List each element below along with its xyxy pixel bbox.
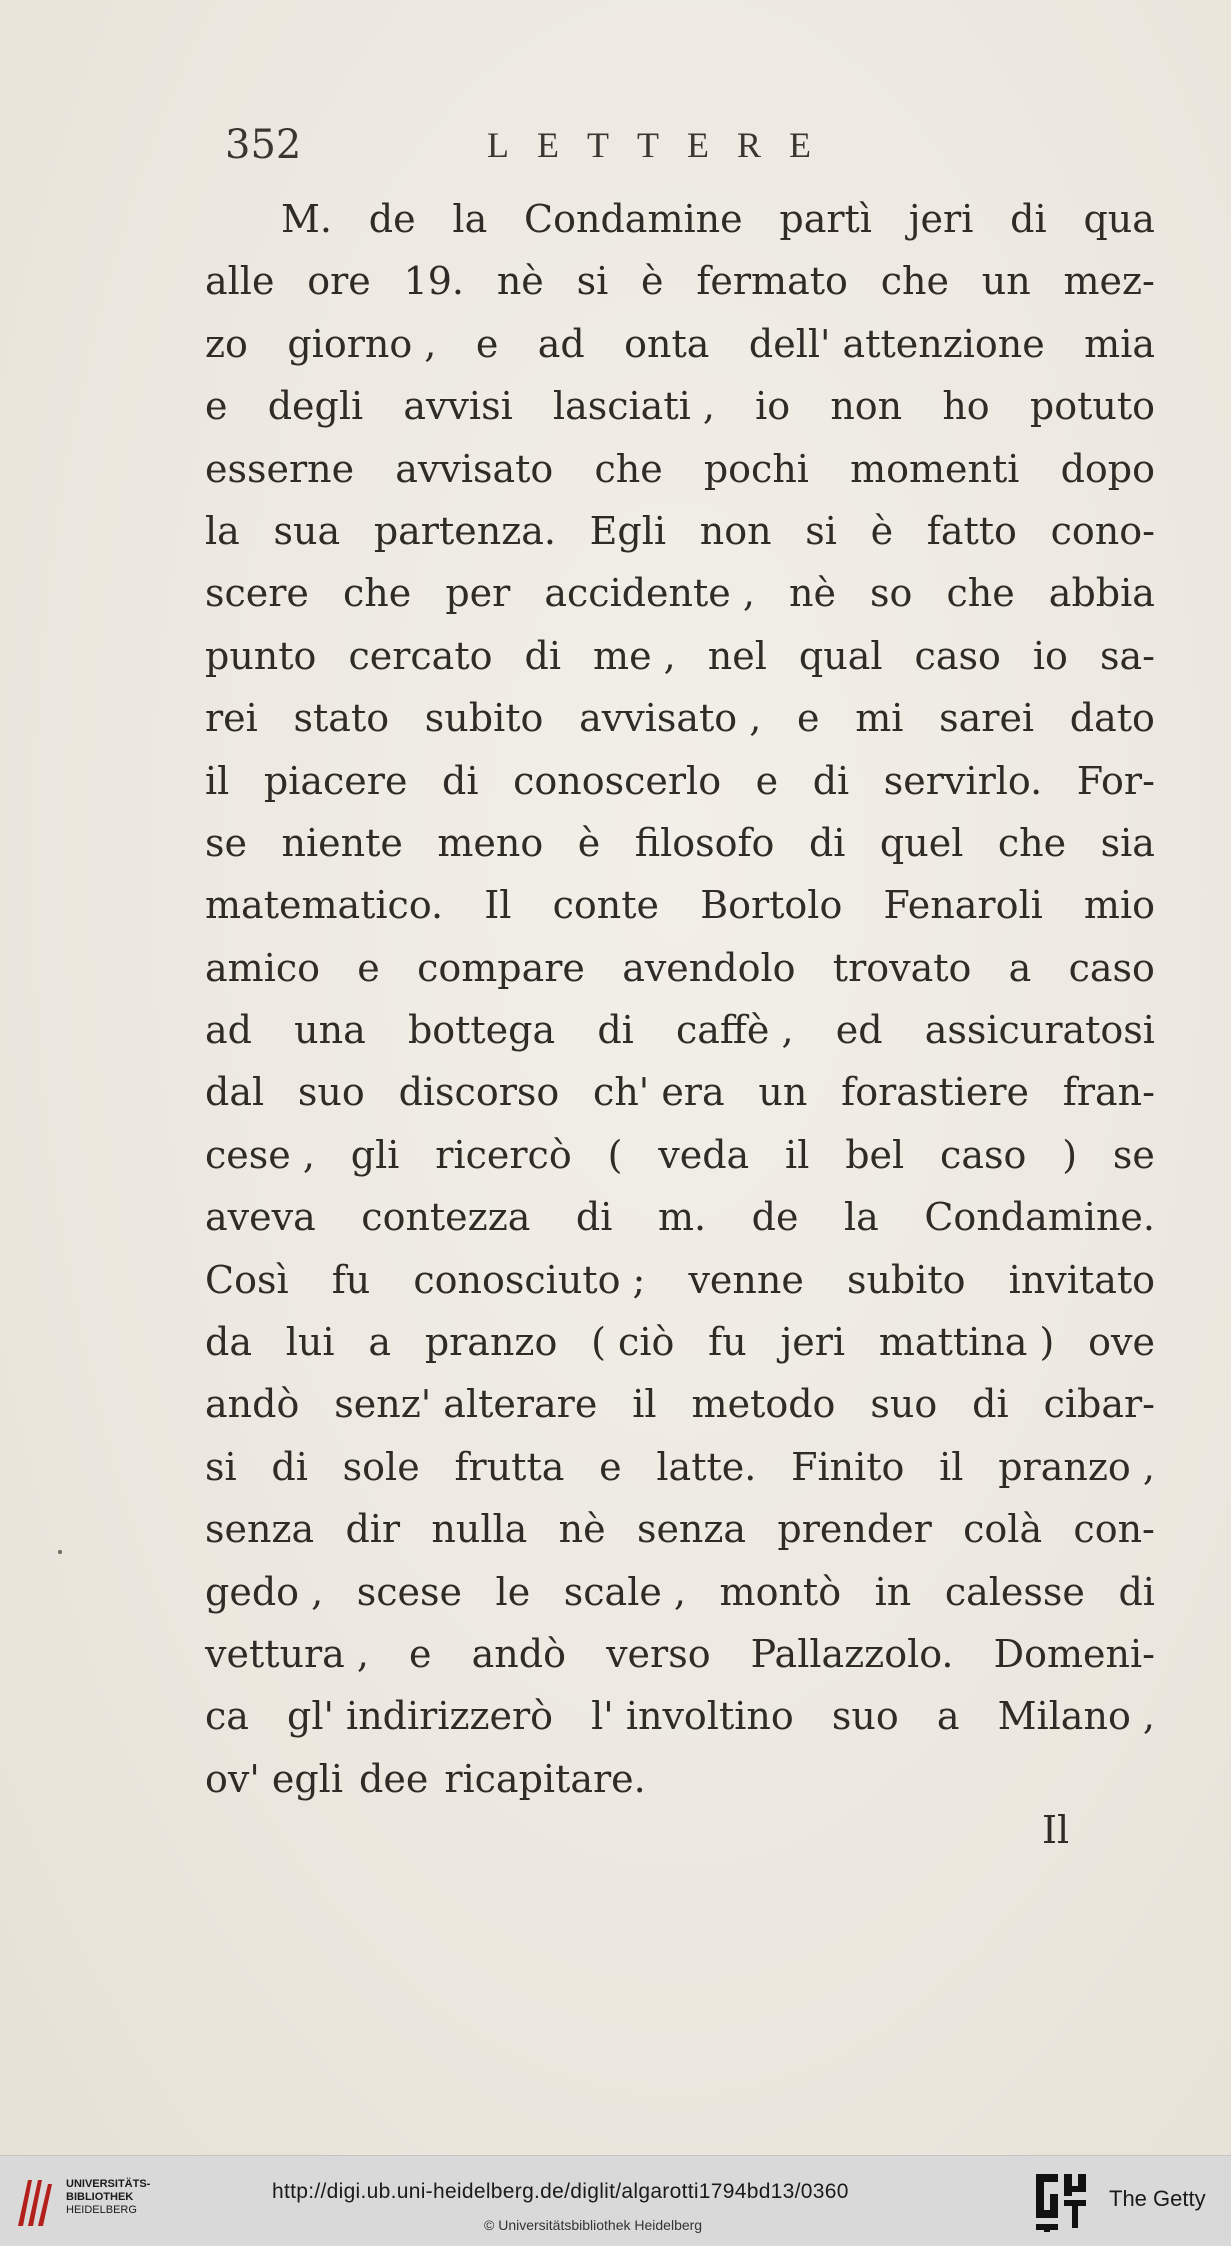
word: trovato: [832, 945, 972, 990]
word: verso: [606, 1631, 711, 1676]
word: che: [997, 820, 1067, 865]
text-line: [205, 1249, 1155, 1311]
word: pochi: [703, 446, 809, 491]
word: che: [880, 259, 949, 304]
word: da: [205, 1320, 252, 1365]
word: me ,: [593, 633, 676, 678]
word: ricapitare.: [444, 1756, 646, 1801]
word: di: [442, 758, 479, 803]
word: piacere: [263, 758, 408, 803]
text-line: [205, 1124, 1155, 1186]
word: senza: [636, 1507, 747, 1552]
word: onta: [624, 321, 710, 366]
word: subito: [424, 696, 544, 741]
word: e: [475, 321, 499, 366]
text-line: [205, 1498, 1155, 1560]
text-line: [205, 1061, 1155, 1123]
word: non: [699, 508, 772, 553]
word: si: [576, 259, 609, 304]
word: partì: [779, 197, 872, 241]
word: di: [524, 633, 561, 678]
word: vettura ,: [205, 1631, 369, 1676]
text-line: [205, 250, 1155, 312]
word: Così: [205, 1257, 289, 1302]
word: jeri: [780, 1320, 846, 1365]
text-line: [205, 1561, 1155, 1623]
word: la: [452, 197, 488, 241]
word: l' involtino: [591, 1694, 794, 1739]
word: stato: [293, 696, 390, 741]
text-line: [205, 438, 1155, 500]
word: conosciuto ;: [413, 1257, 646, 1302]
permalink-url[interactable]: http://digi.ub.uni-heidelberg.de/diglit/algarotti1794bd13/0360: [272, 2180, 849, 2203]
word: fu: [708, 1320, 747, 1365]
word: e: [797, 696, 820, 741]
word: ch' era: [593, 1070, 725, 1115]
word: matematico.: [205, 883, 444, 928]
word: frutta: [454, 1444, 565, 1489]
word: per: [445, 571, 511, 616]
word: Pallazzolo.: [750, 1631, 954, 1676]
page-header: [225, 122, 985, 172]
word: filosofo: [634, 820, 775, 865]
getty-name: The Getty: [1109, 2186, 1206, 2211]
word: e: [357, 945, 380, 990]
word: ore: [307, 259, 371, 304]
word: Finito: [791, 1444, 905, 1489]
word: con-: [1073, 1507, 1155, 1552]
word: gli: [350, 1132, 400, 1177]
word: e: [205, 384, 228, 429]
word: mia: [1084, 321, 1155, 366]
word: discorso: [398, 1070, 560, 1115]
word: dee: [359, 1756, 429, 1801]
word: è: [577, 820, 601, 865]
word: servirlo.: [883, 758, 1043, 803]
word: se: [1112, 1132, 1155, 1177]
word: dell' attenzione: [748, 321, 1045, 366]
word: a: [1008, 945, 1032, 990]
word: subito: [846, 1257, 966, 1302]
word: latte.: [656, 1444, 757, 1489]
word: ad: [537, 321, 585, 366]
word: rei: [205, 696, 258, 741]
text-line: [205, 687, 1155, 749]
word: ove: [1088, 1320, 1155, 1365]
word: una: [294, 1008, 366, 1053]
word: a: [936, 1694, 960, 1739]
word: sa-: [1099, 633, 1155, 678]
word: cono-: [1050, 508, 1155, 553]
word: la: [205, 508, 240, 553]
word: mez-: [1063, 259, 1155, 304]
word: caso: [1068, 945, 1155, 990]
word: il: [939, 1444, 964, 1489]
word: meno: [437, 820, 544, 865]
word: giorno ,: [287, 321, 437, 366]
library-name-line3: HEIDELBERG: [66, 2204, 137, 2216]
word: Fenaroli: [883, 883, 1043, 928]
word: se: [205, 820, 247, 865]
text-line: [205, 1748, 1155, 1810]
text-line: [205, 750, 1155, 812]
word: che: [343, 571, 412, 616]
word: che: [594, 446, 663, 491]
word: scese: [356, 1569, 462, 1614]
word: avendolo: [622, 945, 796, 990]
word: si: [805, 508, 837, 553]
word: fermato: [696, 259, 848, 304]
word: nè: [496, 259, 544, 304]
word: alle: [205, 259, 275, 304]
library-name-line1: UNIVERSITÄTS-: [66, 2178, 151, 2190]
word: caffè ,: [675, 1008, 794, 1053]
footer-bar: [0, 2155, 1231, 2246]
word: a: [368, 1320, 392, 1365]
word: si: [205, 1444, 237, 1489]
word: assicuratosi: [924, 1008, 1155, 1053]
word: il: [632, 1382, 657, 1427]
word: partenza.: [373, 508, 556, 553]
word: esserne: [205, 446, 355, 491]
word: che: [946, 571, 1015, 616]
word: dato: [1069, 696, 1155, 741]
word: aveva: [205, 1195, 316, 1240]
word: Egli: [589, 508, 667, 553]
word: ricercò: [435, 1132, 572, 1177]
word: avvisi: [403, 384, 513, 429]
word: accidente ,: [544, 571, 755, 616]
word: dal: [205, 1070, 265, 1115]
word: di: [1010, 197, 1047, 241]
catchword: Il: [1042, 1808, 1070, 1852]
word: io: [1032, 633, 1068, 678]
word: abbia: [1048, 571, 1155, 616]
word: scere: [205, 571, 309, 616]
word: la: [844, 1195, 879, 1240]
word: di: [575, 1195, 613, 1240]
word: calesse: [944, 1569, 1085, 1614]
word: m.: [657, 1195, 707, 1240]
word: veda: [658, 1132, 750, 1177]
word: gl' indirizzerò: [287, 1694, 554, 1739]
word: e: [409, 1631, 432, 1676]
word: nè: [789, 571, 836, 616]
word: Milano ,: [997, 1694, 1155, 1739]
word: è: [870, 508, 894, 553]
word: caso: [914, 633, 1001, 678]
word: lui: [285, 1320, 335, 1365]
word: suo: [297, 1070, 365, 1115]
word: lasciati ,: [552, 384, 715, 429]
word: 19.: [403, 259, 465, 304]
word: forastiere: [841, 1070, 1029, 1115]
word: sarei: [939, 696, 1035, 741]
word: sole: [342, 1444, 420, 1489]
university-library-logo[interactable]: [14, 2170, 164, 2234]
word: avvisato ,: [579, 696, 762, 741]
text-line: [205, 1186, 1155, 1248]
word: bel: [845, 1132, 905, 1177]
word: compare: [417, 945, 585, 990]
word: Condamine.: [924, 1195, 1155, 1240]
word: caso: [940, 1132, 1027, 1177]
text-line: [205, 500, 1155, 562]
word: senza: [205, 1507, 315, 1552]
word: niente: [281, 820, 403, 865]
word: è: [641, 259, 664, 304]
word: cese ,: [205, 1132, 315, 1177]
word: zo: [205, 321, 248, 366]
word: punto: [205, 633, 317, 678]
word: jeri: [908, 197, 974, 241]
word: prender: [777, 1507, 932, 1552]
body-text: [205, 188, 1155, 1810]
word: dir: [345, 1507, 401, 1552]
word: metodo: [691, 1382, 836, 1427]
word: qual: [798, 633, 883, 678]
word: (: [607, 1132, 623, 1177]
word: venne: [688, 1257, 804, 1302]
text-line: [205, 874, 1155, 936]
text-line: [205, 375, 1155, 437]
text-line: [205, 1436, 1155, 1498]
word: mi: [855, 696, 904, 741]
text-line: [205, 1623, 1155, 1685]
text-line: [205, 1685, 1155, 1747]
word: ov' egli: [205, 1756, 343, 1801]
word: nè: [558, 1507, 606, 1552]
word: qua: [1083, 197, 1155, 241]
word: Condamine: [524, 197, 743, 241]
word: de: [368, 197, 416, 241]
word: so: [870, 571, 913, 616]
word: mio: [1083, 883, 1155, 928]
word: di: [597, 1008, 634, 1053]
word: fatto: [926, 508, 1017, 553]
word: e: [599, 1444, 622, 1489]
word: il: [205, 758, 230, 803]
word: potuto: [1029, 384, 1155, 429]
copyright-notice: © Universitätsbibliothek Heidelberg: [484, 2217, 703, 2233]
text-line: [205, 313, 1155, 375]
word: sia: [1100, 820, 1155, 865]
word: For-: [1076, 758, 1155, 803]
word: andò: [471, 1631, 566, 1676]
ub-heidelberg-icon: [14, 2174, 54, 2230]
word: andò: [205, 1382, 300, 1427]
word: un: [981, 259, 1031, 304]
word: mattina ): [878, 1320, 1055, 1365]
word: pranzo ,: [998, 1444, 1155, 1489]
text-line: [205, 999, 1155, 1061]
word: conte: [552, 883, 660, 928]
page-number: 352: [225, 122, 302, 168]
getty-logo-icon[interactable]: [1034, 2170, 1090, 2234]
word: in: [874, 1569, 912, 1614]
word: ed: [835, 1008, 883, 1053]
word: di: [271, 1444, 308, 1489]
word: fran-: [1062, 1070, 1155, 1115]
text-line: [205, 937, 1155, 999]
word: ho: [942, 384, 990, 429]
word: le: [495, 1569, 531, 1614]
word: cercato: [348, 633, 493, 678]
word: di: [812, 758, 850, 803]
text-line: [205, 1311, 1155, 1373]
word: ): [1062, 1132, 1078, 1177]
word: bottega: [407, 1008, 556, 1053]
word: montò: [719, 1569, 842, 1614]
library-name: [66, 2178, 150, 2217]
word: il: [785, 1132, 810, 1177]
word: pranzo: [424, 1320, 558, 1365]
word: di: [808, 820, 846, 865]
word: nel: [707, 633, 767, 678]
word: suo: [870, 1382, 938, 1427]
word: fu: [331, 1257, 371, 1302]
word: momenti: [850, 446, 1020, 491]
library-name-line2: BIBLIOTHEK: [66, 2191, 134, 2203]
word: suo: [831, 1694, 899, 1739]
word: dopo: [1060, 446, 1155, 491]
text-line: [205, 1373, 1155, 1435]
word: contezza: [361, 1195, 531, 1240]
running-title: LETTERE: [487, 125, 839, 165]
word: Il: [484, 883, 512, 928]
word: Domeni-: [993, 1631, 1155, 1676]
word: non: [830, 384, 903, 429]
text-line: [205, 562, 1155, 624]
word: sua: [273, 508, 341, 553]
word: ( ciò: [591, 1320, 675, 1365]
word: scale ,: [563, 1569, 686, 1614]
word: e: [755, 758, 779, 803]
word: colà: [963, 1507, 1043, 1552]
word: gedo ,: [205, 1569, 324, 1614]
word: un: [758, 1070, 808, 1115]
word: di: [972, 1382, 1009, 1427]
word: senz' alterare: [334, 1382, 598, 1427]
word: degli: [267, 384, 364, 429]
word: io: [755, 384, 791, 429]
text-line: [205, 188, 1155, 250]
text-line: [205, 625, 1155, 687]
word: di: [1118, 1569, 1155, 1614]
word: ad: [205, 1008, 252, 1053]
word: avvisato: [395, 446, 554, 491]
word: conoscerlo: [513, 758, 722, 803]
word: Bortolo: [700, 883, 843, 928]
text-line: [205, 812, 1155, 874]
word: ca: [205, 1694, 249, 1739]
word: quel: [879, 820, 964, 865]
word: nulla: [431, 1507, 528, 1552]
word: de: [751, 1195, 799, 1240]
word: cibar-: [1043, 1382, 1155, 1427]
word: amico: [205, 945, 321, 990]
margin-mark: [58, 1550, 62, 1554]
word: invitato: [1008, 1257, 1155, 1302]
word: M.: [281, 197, 332, 241]
